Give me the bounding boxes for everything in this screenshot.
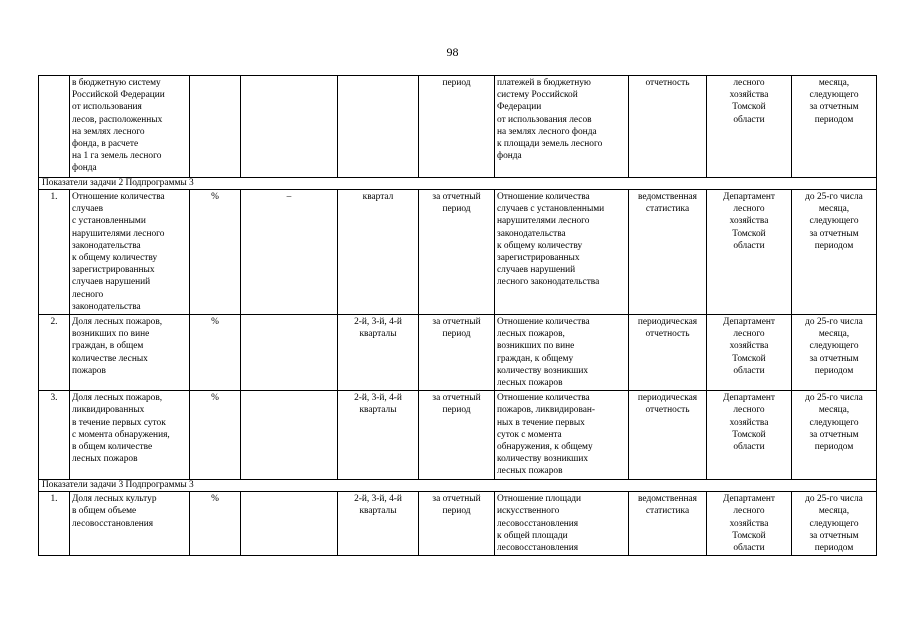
cell-indicator-name: Доля лесных культур в общем объеме лесовосстановления xyxy=(70,492,190,556)
cell-base-value xyxy=(241,492,338,556)
table-row xyxy=(39,391,877,480)
cell-row-number xyxy=(39,76,70,178)
cell-period-frequency: 2-й, 3-й, 4-й кварталы xyxy=(338,391,419,480)
page-number: 98 xyxy=(446,45,459,59)
cell-period-frequency: 2-й, 3-й, 4-й кварталы xyxy=(338,492,419,556)
cell-data-source: отчетность xyxy=(629,76,707,178)
table-row xyxy=(39,315,877,391)
cell-base-value: – xyxy=(241,190,338,315)
cell-data-source: ведомственная статистика xyxy=(629,492,707,556)
cell-unit xyxy=(190,76,241,178)
cell-time-characteristic: за отчетный период xyxy=(419,391,495,480)
cell-base-value xyxy=(241,315,338,391)
section-row xyxy=(39,178,877,190)
cell-base-value xyxy=(241,76,338,178)
cell-deadline: до 25-го числа месяца, следующего за отчетным периодом xyxy=(792,190,877,315)
cell-responsible: Департамент лесного хозяйства Томской области xyxy=(707,492,792,556)
cell-indicator-name: Отношение количества случаев с установленными нарушителями лесного законодательства к общему количеству зарегистрированных случаев нарушений лесного законодательства xyxy=(70,190,190,315)
cell-unit: % xyxy=(190,391,241,480)
table-row xyxy=(39,190,877,315)
cell-data-source: ведомственная статистика xyxy=(629,190,707,315)
cell-time-characteristic: за отчетный период xyxy=(419,315,495,391)
cell-time-characteristic: период xyxy=(419,76,495,178)
cell-unit: % xyxy=(190,190,241,315)
section-heading: Показатели задачи 2 Подпрограммы 3 xyxy=(39,178,877,190)
cell-data-source: периодическая отчетность xyxy=(629,315,707,391)
cell-time-characteristic: за отчетный период xyxy=(419,492,495,556)
cell-unit: % xyxy=(190,492,241,556)
section-row xyxy=(39,480,877,492)
cell-period-frequency: квартал xyxy=(338,190,419,315)
cell-calculation-method: Отношение количества пожаров, ликвидирован- ных в течение первых суток с момента обнаружения, к общему количеству возникших лесных пожаров xyxy=(495,391,629,480)
table-body xyxy=(39,76,877,556)
cell-unit: % xyxy=(190,315,241,391)
cell-data-source: периодическая отчетность xyxy=(629,391,707,480)
cell-calculation-method: Отношение количества случаев с установленными нарушителями лесного законодательства к общему количеству зарегистрированных случаев нарушений лесного законодательства xyxy=(495,190,629,315)
cell-responsible: Департамент лесного хозяйства Томской области xyxy=(707,391,792,480)
cell-indicator-name: в бюджетную систему Российской Федерации от использования лесов, расположенных на землях лесного фонда, в расчете на 1 га земель лесного фонда xyxy=(70,76,190,178)
cell-deadline: до 25-го числа месяца, следующего за отчетным периодом xyxy=(792,391,877,480)
cell-responsible: лесного хозяйства Томской области xyxy=(707,76,792,178)
cell-responsible: Департамент лесного хозяйства Томской области xyxy=(707,315,792,391)
cell-row-number: 3. xyxy=(39,391,70,480)
cell-indicator-name: Доля лесных пожаров, ликвидированных в течение первых суток с момента обнаружения, в общем количестве лесных пожаров xyxy=(70,391,190,480)
cell-calculation-method: Отношение количества лесных пожаров, возникших по вине граждан, к общему количеству возникших лесных пожаров xyxy=(495,315,629,391)
cell-period-frequency xyxy=(338,76,419,178)
cell-responsible: Департамент лесного хозяйства Томской области xyxy=(707,190,792,315)
table-row xyxy=(39,492,877,556)
cell-base-value xyxy=(241,391,338,480)
table-row xyxy=(39,76,877,178)
section-heading: Показатели задачи 3 Подпрограммы 3 xyxy=(39,480,877,492)
cell-row-number: 1. xyxy=(39,492,70,556)
cell-row-number: 1. xyxy=(39,190,70,315)
cell-calculation-method: Отношение площади искусственного лесовосстановления к общей площади лесовосстановления xyxy=(495,492,629,556)
cell-time-characteristic: за отчетный период xyxy=(419,190,495,315)
cell-deadline: месяца, следующего за отчетным периодом xyxy=(792,76,877,178)
cell-indicator-name: Доля лесных пожаров, возникших по вине граждан, в общем количестве лесных пожаров xyxy=(70,315,190,391)
cell-period-frequency: 2-й, 3-й, 4-й кварталы xyxy=(338,315,419,391)
cell-deadline: до 25-го числа месяца, следующего за отчетным периодом xyxy=(792,492,877,556)
indicators-table xyxy=(38,75,877,556)
cell-row-number: 2. xyxy=(39,315,70,391)
cell-deadline: до 25-го числа месяца, следующего за отчетным периодом xyxy=(792,315,877,391)
cell-calculation-method: платежей в бюджетную систему Российской Федерации от использования лесов на землях лесного фонда к площади земель лесного фонда xyxy=(495,76,629,178)
